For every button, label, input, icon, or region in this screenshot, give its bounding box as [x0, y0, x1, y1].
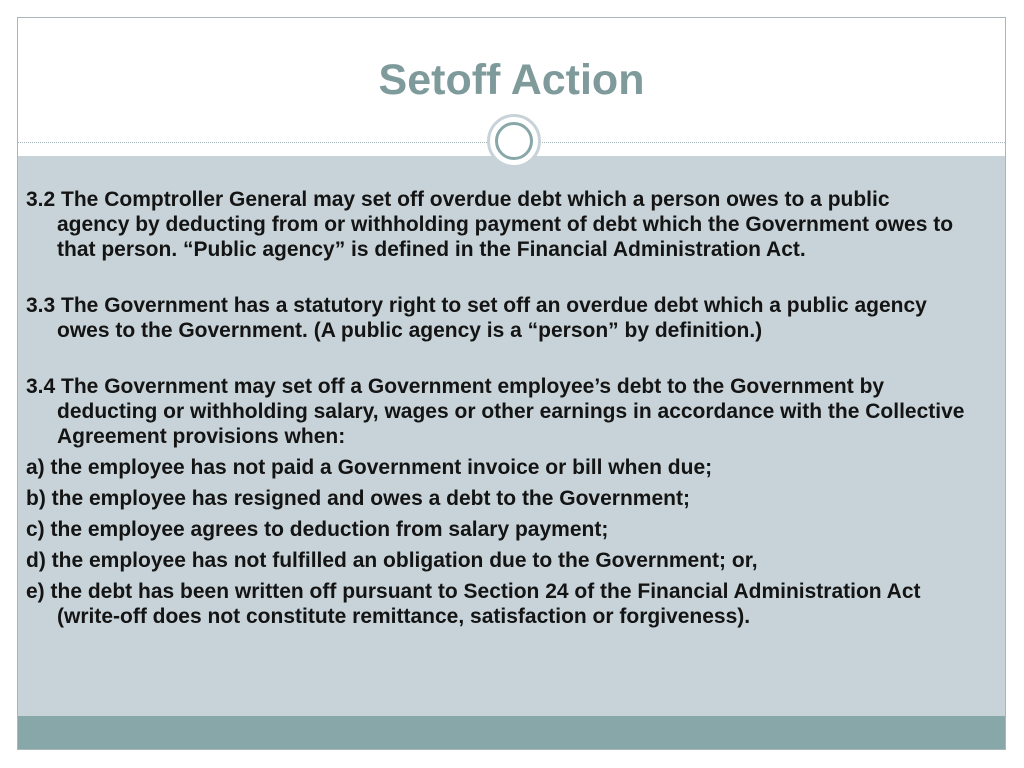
list-item-a: a) the employee has not paid a Government invoice or bill when due; — [26, 456, 713, 479]
list-item-d: d) the employee has not fulfilled an obligation due to the Government; or, — [26, 549, 758, 572]
paragraph-3-3: 3.3 The Government has a statutory right to set off an overdue debt which a public agency owes to the Government. (A public agency is a “person” by definition.) — [26, 294, 927, 342]
list-item-b: b) the employee has resigned and owes a debt to the Government; — [26, 487, 690, 510]
list-item-e: e) the debt has been written off pursuant to Section 24 of the Financial Administration Act (write-off does not constitute remittance, satisfaction or forgiveness). — [26, 580, 921, 628]
slide-body — [26, 187, 966, 629]
footer-bar — [18, 716, 1005, 750]
ring-ornament-inner — [495, 122, 533, 160]
ring-ornament-icon — [487, 114, 541, 168]
slide-title: Setoff Action — [378, 56, 645, 104]
paragraph-3-4: 3.4 The Government may set off a Government employee’s debt to the Government by deducting or withholding salary, wages or other earnings in accordance with the Collective Agreement provisions when: — [26, 375, 965, 448]
list-item-c: c) the employee agrees to deduction from salary payment; — [26, 518, 609, 541]
paragraph-3-2: 3.2 The Comptroller General may set off overdue debt which a person owes to a public agency by deducting from or withholding payment of debt which the Government owes to that person. “Public agency” is defined in the Financial Administration Act. — [26, 188, 954, 261]
